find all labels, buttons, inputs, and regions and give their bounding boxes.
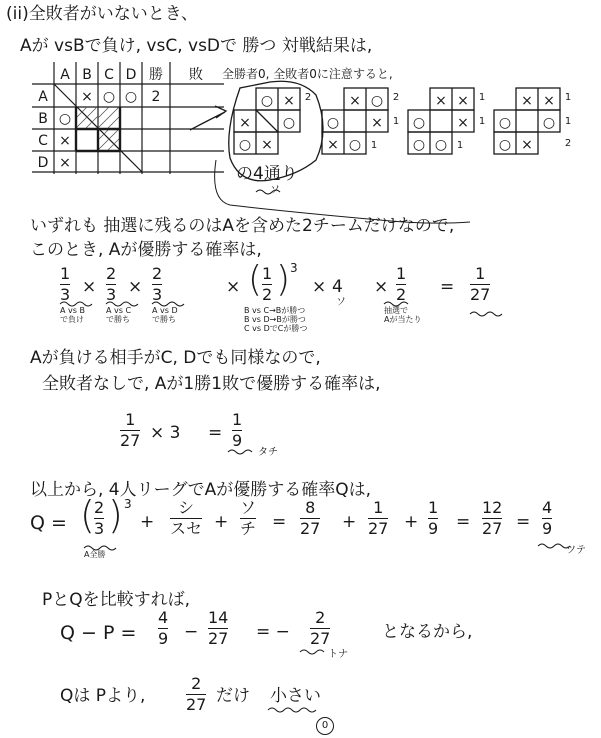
times-sign: × <box>128 277 143 297</box>
combo-win-mark: ○ <box>412 137 426 153</box>
numerator: 1 <box>396 264 407 283</box>
combo-win-mark: ○ <box>370 93 384 109</box>
lottery-line: いずれも 抽選に残るのはAを含めた2チームだけなので, <box>30 216 455 236</box>
times-sign: × <box>312 277 327 297</box>
row-header: C <box>38 133 48 149</box>
denominator: 9 <box>428 519 439 538</box>
similar-case-line: Aが負ける相手がC, Dでも同様なので, <box>30 348 321 368</box>
denominator: 27 <box>120 431 141 450</box>
final-line-mid: だけ <box>216 686 250 706</box>
denominator: 3 <box>106 285 117 304</box>
combo-count: 1 <box>478 92 486 103</box>
denominator: 3 <box>94 519 105 538</box>
combo-lose-mark: × <box>435 93 447 109</box>
combo-lose-mark: × <box>371 115 383 131</box>
equals-sign: = − <box>256 622 290 642</box>
denominator: 9 <box>542 519 553 538</box>
right-paren: ) <box>108 493 123 537</box>
numerator: 1 <box>125 410 136 429</box>
denominator: 27 <box>186 695 207 714</box>
numerator: ソ <box>240 498 257 517</box>
compare-line: PとQを比較すれば, <box>42 590 191 610</box>
numerator: 1 <box>262 264 273 283</box>
denominator: チ <box>240 519 257 538</box>
row-header: B <box>38 111 48 127</box>
times-sign: × <box>226 277 241 297</box>
exponent: 3 <box>290 261 298 275</box>
left-paren: ( <box>80 493 95 537</box>
combo-lose-mark: × <box>261 137 273 153</box>
section-heading: (ii)全敗者がいないとき、 <box>6 4 199 24</box>
numerator: 1 <box>428 498 439 517</box>
one-win-one-loss-line: 全敗者なしで, Aが1勝1敗で優勝する確率は, <box>42 374 381 394</box>
combo-count: 1 <box>564 116 572 127</box>
combo-win-mark: ○ <box>348 137 362 153</box>
combo-count: 2 <box>304 92 312 103</box>
col-header: A <box>60 67 70 83</box>
combo-count: 1 <box>392 116 400 127</box>
numerator: 4 <box>158 608 169 627</box>
combo-lose-mark: × <box>327 137 339 153</box>
final-line-prefix: Qは Pより, <box>60 686 146 706</box>
combo-lose-mark: × <box>457 93 469 109</box>
numerator: 4 <box>542 498 553 517</box>
equals-sign: = <box>456 512 471 532</box>
denominator: 2 <box>262 285 273 304</box>
numerator: 1 <box>475 264 486 283</box>
left-paren: ( <box>248 259 263 300</box>
combo-lose-mark: × <box>457 115 469 131</box>
col-header: C <box>104 67 114 83</box>
cell-b-a: ○ <box>58 111 72 127</box>
equals-sign: = <box>516 512 531 532</box>
cell-a-c: ○ <box>102 89 116 105</box>
combo-win-mark: ○ <box>498 115 512 131</box>
numerator: 1 <box>60 264 71 283</box>
four-ways-text: の4通り <box>236 164 298 184</box>
multiplier: × 3 <box>150 423 181 443</box>
combo-count: 2 <box>392 92 400 103</box>
denominator: 27 <box>470 285 491 304</box>
denominator: 27 <box>310 629 331 648</box>
answer-label: トナ <box>328 649 348 660</box>
denominator: 2 <box>396 285 407 304</box>
note-lottery: 抽選で Aが当たり <box>384 306 422 325</box>
q-label: Q = <box>30 512 67 534</box>
numerator: 2 <box>106 264 117 283</box>
denominator: 3 <box>60 285 71 304</box>
denominator: 27 <box>300 519 321 538</box>
numerator: 12 <box>482 498 503 517</box>
conclusion-tail: となるから, <box>382 622 473 642</box>
minus-sign: − <box>184 622 199 642</box>
answer-word-smaller: 小さい <box>270 686 321 706</box>
numerator: 2 <box>315 608 326 627</box>
combo-count: 1 <box>564 92 572 103</box>
combo-win-mark: ○ <box>412 115 426 131</box>
equals-sign: = <box>272 512 287 532</box>
note-bcd-games: B vs C→Bが勝つ B vs D→Bが勝つ C vs DでCが勝つ <box>244 306 308 334</box>
combo-win-mark: ○ <box>238 137 252 153</box>
plus-sign: + <box>404 512 419 532</box>
numerator: 2 <box>191 674 202 693</box>
plus-sign: + <box>140 512 155 532</box>
cell-a-wins: 2 <box>151 89 161 105</box>
col-header: D <box>125 67 137 83</box>
denominator: 27 <box>208 629 229 648</box>
col-header: B <box>82 67 92 83</box>
combo-lose-mark: × <box>349 93 361 109</box>
plus-sign: + <box>214 512 229 532</box>
numerator: 14 <box>208 608 229 627</box>
answer-label: ソ <box>336 297 346 308</box>
ways-factor: 4 <box>332 277 343 297</box>
answer-label: ソ <box>270 185 280 196</box>
numerator: 1 <box>373 498 384 517</box>
numerator: 2 <box>94 498 105 517</box>
combo-count: 1 <box>370 140 378 151</box>
match-condition-line: Aが vsBで負け, vsC, vsDで 勝つ 対戦結果は, <box>20 36 373 56</box>
cell-a-b: × <box>81 89 93 105</box>
cell-a-d: ○ <box>124 89 138 105</box>
exponent: 3 <box>124 497 132 511</box>
probability-intro-line: このとき, Aが優勝する確率は, <box>30 240 262 260</box>
combo-win-mark: ○ <box>260 93 274 109</box>
answer-label: タチ <box>258 447 278 458</box>
right-paren: ) <box>276 259 291 300</box>
denominator: 9 <box>158 629 169 648</box>
numerator: 2 <box>152 264 163 283</box>
col-header: 敗 <box>189 67 203 83</box>
note-a-vs-d: A vs D で勝ち <box>152 306 178 325</box>
difference-label: Q − P = <box>60 622 137 644</box>
times-sign: × <box>82 277 97 297</box>
answer-label: ツテ <box>566 545 586 556</box>
cell-c-a: × <box>59 133 71 149</box>
numerator: 1 <box>232 410 243 429</box>
times-sign: × <box>374 277 389 297</box>
numerator: シ <box>178 498 195 517</box>
combo-win-mark: ○ <box>498 137 512 153</box>
cell-d-a: × <box>59 155 71 171</box>
caution-note: 全勝者0, 全敗者0に注意すると, <box>222 67 393 81</box>
combo-lose-mark: × <box>543 93 555 109</box>
numerator: 8 <box>305 498 316 517</box>
denominator: 27 <box>368 519 389 538</box>
combo-win-mark: ○ <box>542 115 556 131</box>
combo-lose-mark: × <box>283 93 295 109</box>
summary-line: 以上から, 4人リーグでAが優勝する確率Qは, <box>30 480 372 500</box>
combo-win-mark: ○ <box>434 137 448 153</box>
combo-win-mark: ○ <box>326 115 340 131</box>
denominator: 3 <box>152 285 163 304</box>
row-header: A <box>38 89 48 105</box>
equals-sign: = <box>440 277 455 297</box>
denominator: 9 <box>232 431 243 450</box>
combo-lose-mark: × <box>239 115 251 131</box>
col-header: 勝 <box>149 67 163 83</box>
plus-sign: + <box>342 512 357 532</box>
combo-lose-mark: × <box>521 93 533 109</box>
combo-count: 1 <box>456 140 464 151</box>
combo-lose-mark: × <box>521 137 533 153</box>
answer-choice-circle: 0 <box>316 717 334 735</box>
all-win-note: A全勝 <box>84 550 106 559</box>
equals-sign: = <box>208 423 223 443</box>
row-header: D <box>37 155 49 171</box>
combo-count: 1 <box>478 116 486 127</box>
denominator: 27 <box>482 519 503 538</box>
combo-win-mark: ○ <box>282 115 296 131</box>
combo-count: 2 <box>564 138 572 149</box>
note-a-vs-b: A vs B で負け <box>60 306 85 325</box>
note-a-vs-c: A vs C で勝ち <box>106 306 132 325</box>
denominator: スセ <box>170 519 203 538</box>
